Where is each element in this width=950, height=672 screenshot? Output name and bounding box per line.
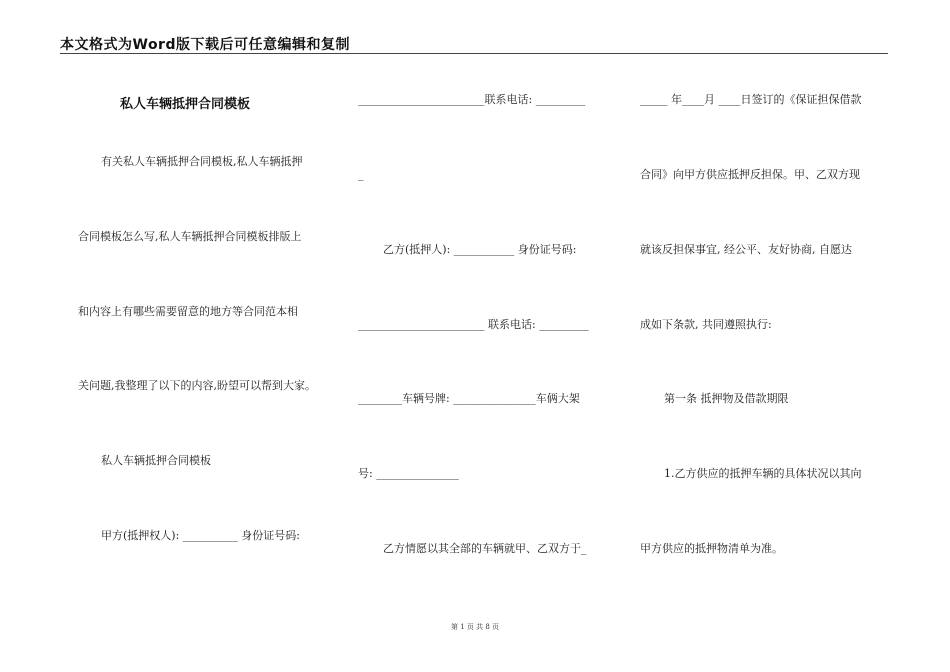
page-number: 第 1 页 共 8 页 xyxy=(450,623,500,631)
col3-line-1: _____ 年____月 ____日签订的《保证担保借款 xyxy=(640,93,862,106)
col2-line-4: _______________________ 联系电话: _________ xyxy=(358,318,589,331)
col2-line-7: 乙方情愿以其全部的车辆就甲、乙双方于_ xyxy=(383,542,587,555)
col3-line-2: 合同》向甲方供应抵押反担保。甲、乙双方现 xyxy=(640,168,860,181)
col3-line-4: 成如下条款, 共同遵照执行: xyxy=(640,318,772,331)
col3-line-6: 1.乙方供应的抵押车辆的具体状况以其向 xyxy=(664,467,862,480)
col1-line-1: 有关私人车辆抵押合同模板,私人车辆抵押 xyxy=(101,155,303,168)
col3-line-7: 甲方供应的抵押物清单为准。 xyxy=(640,542,783,555)
document-title: 私人车辆抵押合同模板 xyxy=(120,97,251,112)
col1-line-4: 关问题,我整理了以下的内容,盼望可以帮到大家。 xyxy=(78,379,316,392)
col1-line-5: 私人车辆抵押合同模板 xyxy=(101,454,211,467)
col2-line-5: ________车辆号牌: _______________车俩大架 xyxy=(358,392,580,405)
header-divider xyxy=(60,53,888,54)
col1-line-3: 和内容上有哪些需要留意的地方等合同范本相 xyxy=(78,305,298,318)
document-header: 本文格式为Word版下载后可任意编辑和复制 xyxy=(60,37,350,53)
col1-line-2: 合同模板怎么写,私人车辆抵押合同模板排版上 xyxy=(78,230,302,243)
col2-line-6: 号: _______________ xyxy=(358,467,459,480)
col3-line-3: 就该反担保事宜, 经公平、友好协商, 自愿达 xyxy=(640,243,852,256)
col2-line-1: _______________________联系电话: _________ xyxy=(358,93,586,106)
col2-line-2: _ xyxy=(358,168,364,181)
col2-line-3: 乙方(抵押人): ___________ 身份证号码: xyxy=(383,243,577,256)
col3-line-5: 第一条 抵押物及借款期限 xyxy=(664,392,789,405)
col1-line-6: 甲方(抵押权人): __________ 身份证号码: xyxy=(101,529,300,542)
